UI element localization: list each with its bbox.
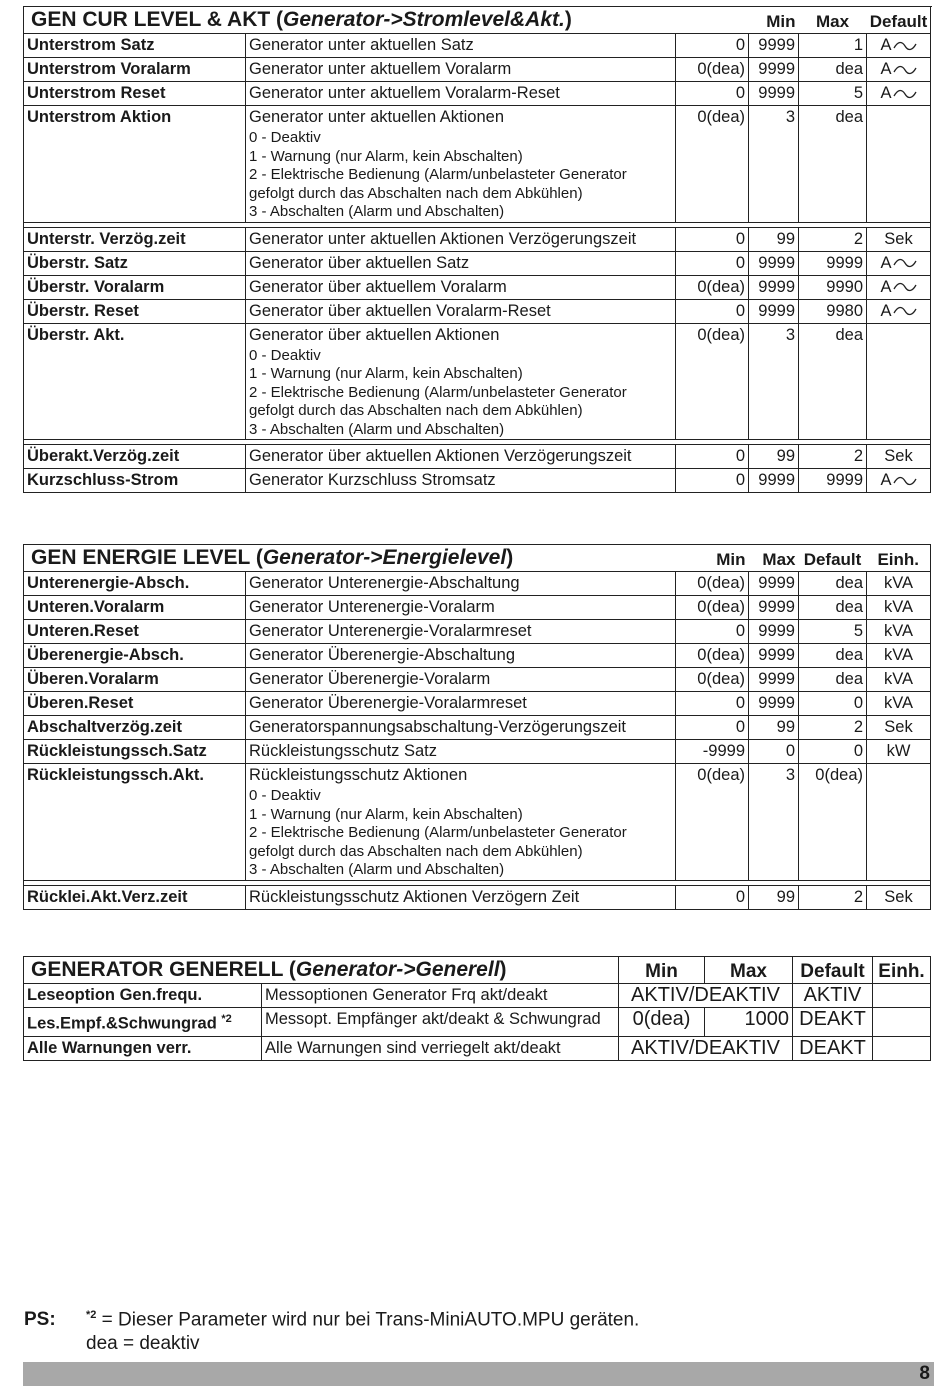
unit-cell: A [867, 34, 931, 58]
default-cell: dea [799, 323, 867, 440]
description-cell: Generator über aktuellen Satz [246, 251, 676, 275]
header-default: Default [867, 7, 931, 34]
unit-cell: A [867, 82, 931, 106]
default-cell: 2 [799, 885, 867, 909]
min-cell: 0(dea) [619, 1008, 705, 1037]
max-cell: 0 [749, 740, 799, 764]
unit-cell: kVA [867, 596, 931, 620]
default-cell: AKTIV [793, 984, 873, 1008]
table-row [24, 251, 931, 275]
description-cell: Generator unter aktuellem Voralarm-Reset [246, 82, 676, 106]
max-cell: 9999 [749, 572, 799, 596]
header-min: Min [676, 545, 749, 572]
header-max: Max [799, 7, 867, 34]
max-cell: 9999 [749, 82, 799, 106]
header-unit: Einh. [867, 545, 931, 572]
table-title: GEN ENERGIE LEVEL (Generator->Energielevel) [24, 545, 676, 572]
unit-cell: A [867, 469, 931, 493]
ac-tilde-icon [893, 475, 917, 487]
footnote [24, 1303, 639, 1356]
table-row [24, 596, 931, 620]
action-option: 1 - Warnung (nur Alarm, kein Abschalten) [249, 805, 523, 823]
min-cell: 0 [676, 82, 749, 106]
footnote-marker: *2 [86, 1309, 97, 1321]
parameter-name: Überen.Reset [24, 692, 246, 716]
table-row [24, 34, 931, 58]
unit-cell: Sek [867, 445, 931, 469]
ac-tilde-icon [893, 40, 917, 52]
table-row [24, 885, 931, 909]
default-cell: 2 [799, 227, 867, 251]
parameter-name: Überstr. Voralarm [24, 275, 246, 299]
table-row [24, 716, 931, 740]
default-cell: dea [799, 58, 867, 82]
default-cell: dea [799, 644, 867, 668]
max-cell: 9999 [749, 644, 799, 668]
action-options [249, 347, 672, 440]
unit-cell: A [867, 299, 931, 323]
ac-tilde-icon [893, 88, 917, 100]
table-row [24, 740, 931, 764]
header-max: Max [749, 545, 799, 572]
unit-cell: kVA [867, 620, 931, 644]
table-header-row [24, 957, 931, 984]
default-cell: 9990 [799, 275, 867, 299]
default-cell: 5 [799, 620, 867, 644]
default-cell: dea [799, 572, 867, 596]
min-cell: 0(dea) [676, 596, 749, 620]
max-cell: 99 [749, 716, 799, 740]
min-cell: 0 [676, 620, 749, 644]
table-row [24, 227, 931, 251]
description-cell: Generator unter aktuellen Aktionen 0 - Deaktiv 1 - Warnung (nur Alarm, kein Abschalten) 2 - Elektrische Bedienung (Alarm/unbelasteter Generator gefolgt durch das Abschalten nach dem Abkühlen) 3 - Abschalten (Alarm und Abschalten) [246, 106, 676, 223]
unit-cell: Sek [867, 885, 931, 909]
description-cell: Rückleistungsschutz Aktionen Verzögern Zeit [246, 885, 676, 909]
min-cell: 0(dea) [676, 764, 749, 881]
unit-cell: A [867, 275, 931, 299]
parameter-name: Unterstr. Verzög.zeit [24, 227, 246, 251]
max-cell: 9999 [749, 58, 799, 82]
unit-cell: Sek [867, 227, 931, 251]
description-cell: Messoptionen Generator Frq akt/deakt [262, 984, 619, 1008]
parameter-name: Unterstrom Voralarm [24, 58, 246, 82]
min-cell: 0(dea) [676, 58, 749, 82]
parameter-name: Überstr. Akt. [24, 323, 246, 440]
min-cell: 0 [676, 469, 749, 493]
footnote-line-2: dea = deaktiv [86, 1333, 200, 1355]
table-row [24, 469, 931, 493]
min-cell: 0 [676, 227, 749, 251]
action-options [249, 787, 672, 880]
min-cell: 0(dea) [676, 644, 749, 668]
max-cell: 9999 [749, 275, 799, 299]
description-cell: Generator über aktuellen Aktionen 0 - Deaktiv 1 - Warnung (nur Alarm, kein Abschalten) 2 - Elektrische Bedienung (Alarm/unbelasteter Generator gefolgt durch das Abschalten nach dem Abkühlen) 3 - Abschalten (Alarm und Abschalten) [246, 323, 676, 440]
max-cell: 9999 [749, 668, 799, 692]
max-cell: 99 [749, 445, 799, 469]
action-options [249, 129, 672, 222]
description-cell: Generator Unterenergie-Voralarmreset [246, 620, 676, 644]
max-cell: 99 [749, 885, 799, 909]
parameter-name: Unteren.Voralarm [24, 596, 246, 620]
table-row [24, 445, 931, 469]
min-cell: -9999 [676, 740, 749, 764]
parameter-name: Überstr. Reset [24, 299, 246, 323]
min-cell: 0 [676, 716, 749, 740]
unit-cell [867, 106, 931, 223]
default-cell: 9999 [799, 251, 867, 275]
parameter-name: Kurzschluss-Strom [24, 469, 246, 493]
description-cell: Messopt. Empfänger akt/deakt & Schwungrad [262, 1008, 619, 1037]
max-cell: 3 [749, 106, 799, 223]
ac-tilde-icon [893, 281, 917, 293]
max-cell: 9999 [749, 596, 799, 620]
default-cell: 0 [799, 692, 867, 716]
description-cell: Generator über aktuellen Aktionen Verzögerungszeit [246, 445, 676, 469]
unit-cell [873, 984, 931, 1008]
header-min: Min [619, 957, 705, 984]
parameter-name: Unteren.Reset [24, 620, 246, 644]
description-cell: Generator über aktuellen Voralarm-Reset [246, 299, 676, 323]
min-cell: 0 [676, 445, 749, 469]
default-cell: 2 [799, 716, 867, 740]
table-title: GEN CUR LEVEL & AKT (Generator->Stromlevel&Akt.) [24, 7, 749, 34]
description-cell: Generator Kurzschluss Stromsatz [246, 469, 676, 493]
table-row [24, 82, 931, 106]
unit-cell: A [867, 251, 931, 275]
max-cell: 9999 [749, 251, 799, 275]
table-row [24, 299, 931, 323]
default-cell: 2 [799, 445, 867, 469]
max-cell: 9999 [749, 299, 799, 323]
table-row [24, 275, 931, 299]
action-option: 0 - Deaktiv [249, 129, 321, 146]
header-min: Min [749, 7, 799, 34]
action-option: 2 - Elektrische Bedienung (Alarm/unbelasteter Generator [249, 824, 627, 841]
parameter-name: Unterstrom Reset [24, 82, 246, 106]
page-number: 8 [919, 1363, 930, 1384]
description-cell: Generator unter aktuellen Aktionen Verzögerungszeit [246, 227, 676, 251]
parameter-name: Unterenergie-Absch. [24, 572, 246, 596]
max-cell: 9999 [749, 692, 799, 716]
min-cell: 0 [676, 885, 749, 909]
parameter-name: Überen.Voralarm [24, 668, 246, 692]
table-row [24, 692, 931, 716]
action-option: 0 - Deaktiv [249, 787, 321, 804]
min-max-cell: AKTIV/DEAKTIV [619, 1036, 793, 1060]
default-cell: 1 [799, 34, 867, 58]
unit-cell: A [867, 58, 931, 82]
description-cell: Rückleistungsschutz Satz [246, 740, 676, 764]
action-option: gefolgt durch das Abschalten nach dem Abkühlen) [249, 402, 583, 419]
table-row [24, 984, 931, 1008]
parameter-name: Alle Warnungen verr. [24, 1036, 262, 1060]
footnote-line-1: = Dieser Parameter wird nur bei Trans-MiniAUTO.MPU geräten. [96, 1309, 640, 1331]
min-max-cell: AKTIV/DEAKTIV [619, 984, 793, 1008]
parameter-name: Rückleistungssch.Satz [24, 740, 246, 764]
table-row [24, 572, 931, 596]
description-cell: Generator unter aktuellen Satz [246, 34, 676, 58]
table-row [24, 1008, 931, 1037]
description-cell: Generator Überenergie-Voralarm [246, 668, 676, 692]
description-cell: Generator über aktuellem Voralarm [246, 275, 676, 299]
parameter-name: Überstr. Satz [24, 251, 246, 275]
ac-tilde-icon [893, 305, 917, 317]
parameter-name: Les.Empf.&Schwungrad $^{*2}$ [24, 1008, 262, 1037]
default-cell: 9980 [799, 299, 867, 323]
unit-cell: kVA [867, 572, 931, 596]
description-cell: Rückleistungsschutz Aktionen 0 - Deaktiv 1 - Warnung (nur Alarm, kein Abschalten) 2 - Elektrische Bedienung (Alarm/unbelasteter Generator gefolgt durch das Abschalten nach dem Abkühlen) 3 - Abschalten (Alarm und Abschalten) [246, 764, 676, 881]
ac-tilde-icon [893, 64, 917, 76]
default-cell: 0 [799, 740, 867, 764]
table-header-row [24, 545, 931, 572]
action-option: 3 - Abschalten (Alarm und Abschalten) [249, 203, 505, 220]
min-cell: 0 [676, 251, 749, 275]
min-cell: 0(dea) [676, 572, 749, 596]
table-row [24, 106, 931, 223]
min-cell: 0(dea) [676, 323, 749, 440]
default-cell: DEAKT [793, 1008, 873, 1037]
default-cell: 5 [799, 82, 867, 106]
max-cell: 9999 [749, 469, 799, 493]
min-cell: 0 [676, 34, 749, 58]
min-cell: 0(dea) [676, 106, 749, 223]
unit-cell [873, 1036, 931, 1060]
min-cell: 0 [676, 299, 749, 323]
default-cell: 0(dea) [799, 764, 867, 881]
parameter-name: Leseoption Gen.frequ. [24, 984, 262, 1008]
description-cell: Generatorspannungsabschaltung-Verzögerungszeit [246, 716, 676, 740]
min-cell: 0 [676, 692, 749, 716]
unit-cell: kVA [867, 644, 931, 668]
header-default: Default [799, 545, 867, 572]
unit-cell: kVA [867, 668, 931, 692]
max-cell: 3 [749, 323, 799, 440]
footnote-ref: *2 [221, 1013, 232, 1025]
default-cell: dea [799, 668, 867, 692]
table-row [24, 1036, 931, 1060]
default-cell: 9999 [799, 469, 867, 493]
description-cell: Generator Unterenergie-Abschaltung [246, 572, 676, 596]
table-row [24, 668, 931, 692]
table-row [24, 620, 931, 644]
table-gen-energie-level [23, 544, 931, 910]
action-option: 3 - Abschalten (Alarm und Abschalten) [249, 861, 505, 878]
action-option: 0 - Deaktiv [249, 346, 321, 364]
parameter-name: Unterstrom Aktion [24, 106, 246, 223]
action-option: gefolgt durch das Abschalten nach dem Abkühlen) [249, 184, 583, 202]
action-option: 2 - Elektrische Bedienung (Alarm/unbelasteter Generator [249, 383, 627, 401]
parameter-name: Unterstrom Satz [24, 34, 246, 58]
max-cell: 99 [749, 227, 799, 251]
header-default: Default [793, 957, 873, 984]
table-row [24, 58, 931, 82]
footnote-label: PS: [24, 1309, 56, 1331]
description-cell: Generator Unterenergie-Voralarm [246, 596, 676, 620]
min-cell: 0(dea) [676, 275, 749, 299]
default-cell: dea [799, 596, 867, 620]
table-gen-cur-level [23, 6, 931, 493]
action-option: 2 - Elektrische Bedienung (Alarm/unbelasteter Generator [249, 166, 627, 183]
unit-cell [873, 1008, 931, 1037]
unit-cell: Sek [867, 716, 931, 740]
parameter-name: Rückleistungssch.Akt. [24, 764, 246, 881]
table-row [24, 644, 931, 668]
table-generator-generell [23, 956, 931, 1061]
table-header-row [24, 7, 931, 34]
description-cell: Generator Überenergie-Voralarmreset [246, 692, 676, 716]
max-cell: 3 [749, 764, 799, 881]
parameter-name: Überenergie-Absch. [24, 644, 246, 668]
unit-cell: kW [867, 740, 931, 764]
ac-tilde-icon [893, 257, 917, 269]
unit-cell [867, 764, 931, 881]
unit-cell: kVA [867, 692, 931, 716]
min-cell: 0(dea) [676, 668, 749, 692]
default-cell: dea [799, 106, 867, 223]
parameter-name: Rücklei.Akt.Verz.zeit [24, 885, 246, 909]
description-cell: Generator Überenergie-Abschaltung [246, 644, 676, 668]
unit-cell [867, 323, 931, 440]
max-cell: 9999 [749, 34, 799, 58]
header-max: Max [705, 957, 793, 984]
max-cell: 1000 [705, 1008, 793, 1037]
action-option: 1 - Warnung (nur Alarm, kein Abschalten) [249, 365, 523, 382]
parameter-name: Überakt.Verzög.zeit [24, 445, 246, 469]
action-option: 1 - Warnung (nur Alarm, kein Abschalten) [249, 147, 523, 165]
table-title: GENERATOR GENERELL (Generator->Generell) [24, 957, 619, 984]
header-unit: Einh. [873, 957, 931, 984]
action-option: gefolgt durch das Abschalten nach dem Abkühlen) [249, 842, 583, 860]
parameter-name: Abschaltverzög.zeit [24, 716, 246, 740]
description-cell: Alle Warnungen sind verriegelt akt/deakt [262, 1036, 619, 1060]
page-footer-bar [23, 1362, 934, 1386]
table-row [24, 764, 931, 881]
default-cell: DEAKT [793, 1036, 873, 1060]
table-row [24, 323, 931, 440]
action-option: 3 - Abschalten (Alarm und Abschalten) [249, 420, 505, 438]
description-cell: Generator unter aktuellem Voralarm [246, 58, 676, 82]
max-cell: 9999 [749, 620, 799, 644]
